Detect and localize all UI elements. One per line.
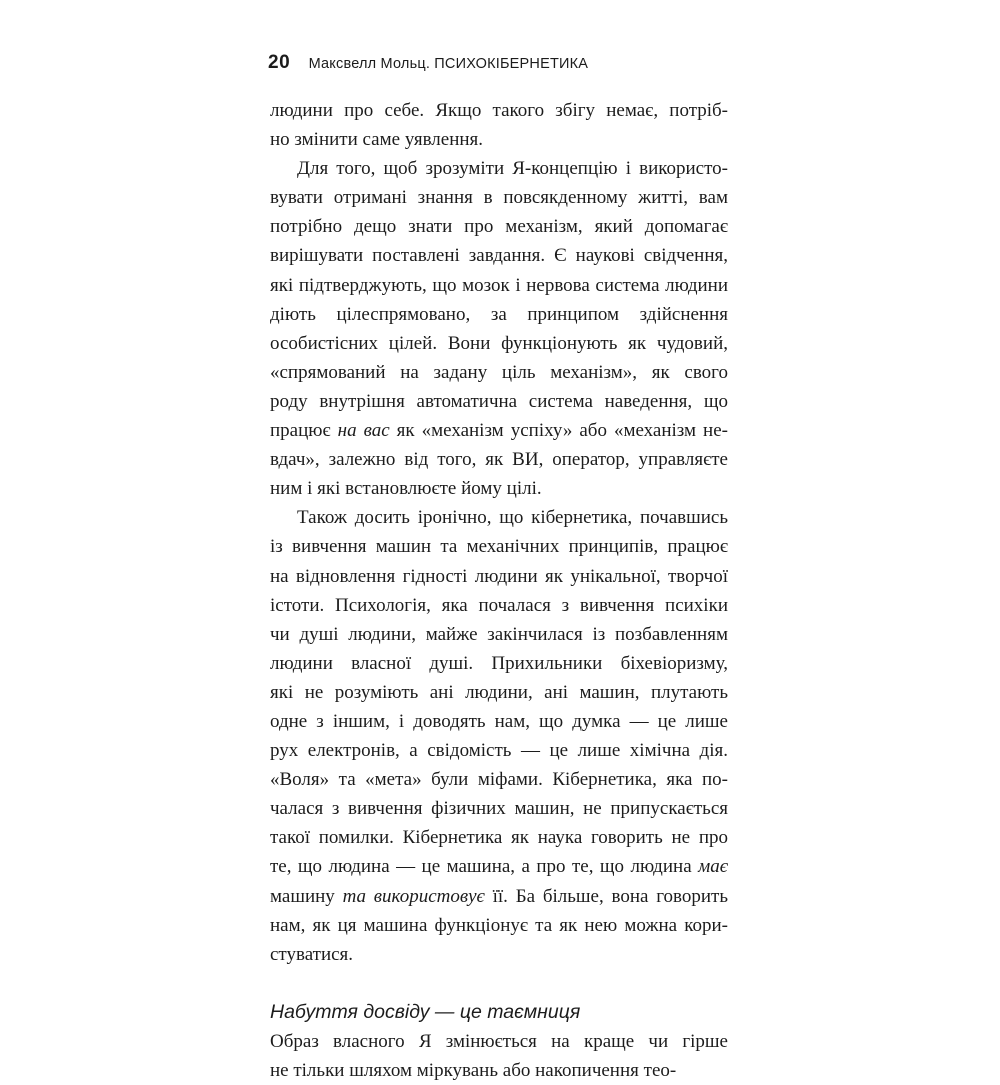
text-line bbox=[270, 591, 728, 620]
text-run: які підтверджують, що мозок і нервова система людини bbox=[270, 274, 728, 296]
text-run: Також досить іронічно, що кібернетика, почавшись bbox=[297, 507, 728, 529]
text-line bbox=[270, 794, 728, 823]
italic-text: має bbox=[698, 856, 728, 878]
page-body bbox=[270, 96, 728, 1085]
paragraph bbox=[270, 154, 728, 503]
text-line bbox=[270, 183, 728, 212]
text-run: чи душі людини, майже закінчилася із позбавленням bbox=[270, 623, 728, 645]
text-line bbox=[270, 532, 728, 561]
text-line bbox=[270, 911, 728, 940]
section-gap bbox=[270, 969, 728, 998]
running-header bbox=[268, 52, 588, 74]
italic-text: та використовує bbox=[342, 885, 485, 907]
text-run: те, що людина — це машина, а про те, що людина bbox=[270, 856, 699, 878]
text-run: роду внутрішня автоматична система наведення, що bbox=[270, 390, 728, 412]
text-line bbox=[270, 241, 728, 270]
section-heading: Набуття досвіду — це таємниця bbox=[270, 1000, 581, 1023]
text-run: на відновлення гідності людини як унікальної, творчої bbox=[270, 565, 728, 587]
text-line bbox=[270, 445, 728, 474]
text-run: но змінити саме уявлення. bbox=[270, 129, 484, 151]
text-line bbox=[270, 707, 728, 736]
text-line bbox=[270, 154, 728, 183]
text-run: вирішувати поставлені завдання. Є наукові свідчення, bbox=[270, 245, 728, 267]
text-run: працює bbox=[270, 420, 338, 442]
text-line bbox=[270, 474, 728, 503]
text-run: які не розуміють ані людини, ані машин, плутають bbox=[270, 681, 728, 703]
text-line bbox=[270, 96, 728, 125]
text-line bbox=[270, 329, 728, 358]
paragraph bbox=[270, 96, 728, 154]
text-line bbox=[270, 823, 728, 852]
text-line bbox=[270, 882, 728, 911]
text-line bbox=[270, 736, 728, 765]
text-line bbox=[270, 503, 728, 532]
text-run: машину bbox=[270, 885, 343, 907]
paragraph bbox=[270, 503, 728, 969]
text-run: Для того, щоб зрозуміти Я-концепцію і використо- bbox=[297, 158, 728, 180]
text-run: нам, як ця машина функціонує та як нею можна кори- bbox=[270, 914, 728, 936]
text-run: вувати отримані знання в повсякденному житті, вам bbox=[270, 187, 728, 209]
text-line bbox=[270, 300, 728, 329]
text-run: чалася з вивчення фізичних машин, не припускається bbox=[270, 798, 728, 820]
text-run: «спрямований на задану ціль механізм», як свого bbox=[270, 361, 728, 383]
text-run: її. Ба більше, вона говорить bbox=[484, 885, 729, 907]
running-head-title: Максвелл Мольц. ПСИХОКІБЕРНЕТИКА bbox=[308, 56, 589, 72]
text-line bbox=[270, 387, 728, 416]
text-run: одне з іншим, і доводять нам, що думка — це лише bbox=[270, 710, 728, 732]
text-line bbox=[270, 940, 728, 969]
text-line bbox=[270, 125, 728, 154]
text-run: «Воля» та «мета» були міфами. Кібернетика, яка по- bbox=[270, 769, 728, 791]
text-run: Образ власного Я змінюється на краще чи гірше bbox=[270, 1030, 728, 1052]
text-run: ним і які встановлюєте йому цілі. bbox=[270, 478, 542, 500]
text-run: не тільки шляхом міркувань або накопичення тео- bbox=[270, 1060, 677, 1081]
text-run: як «механізм успіху» або «механізм не- bbox=[389, 420, 728, 442]
text-line bbox=[270, 358, 728, 387]
paragraph bbox=[270, 1027, 728, 1085]
text-line bbox=[270, 1056, 728, 1085]
text-line bbox=[270, 562, 728, 591]
text-line bbox=[270, 649, 728, 678]
italic-text: на вас bbox=[337, 420, 390, 442]
text-line bbox=[270, 271, 728, 300]
text-line bbox=[270, 1027, 728, 1056]
page-number: 20 bbox=[268, 52, 291, 73]
text-run: людини про себе. Якщо такого збігу немає, потріб- bbox=[270, 100, 728, 121]
text-run: людини власної душі. Прихильники біхевіоризму, bbox=[270, 652, 728, 674]
text-line bbox=[270, 852, 728, 881]
text-run: істоти. Психологія, яка почалася з вивчення психіки bbox=[270, 594, 728, 616]
text-run: із вивчення машин та механічних принципів, працює bbox=[270, 536, 728, 558]
text-line bbox=[270, 620, 728, 649]
text-run: потрібно дещо знати про механізм, який допомагає bbox=[270, 216, 728, 238]
text-run: особистісних цілей. Вони функціонують як чудовий, bbox=[270, 332, 728, 354]
text-run: вдач», залежно від того, як ВИ, оператор, управляєте bbox=[270, 449, 728, 471]
text-run: діють цілеспрямовано, за принципом здійснення bbox=[270, 303, 728, 325]
text-line bbox=[270, 416, 728, 445]
text-run: стуватися. bbox=[270, 943, 354, 965]
text-line bbox=[270, 678, 728, 707]
text-run: такої помилки. Кібернетика як наука говорить не про bbox=[270, 827, 728, 849]
text-run: рух електронів, а свідомість — це лише хімічна дія. bbox=[270, 740, 728, 762]
text-line bbox=[270, 765, 728, 794]
text-line bbox=[270, 212, 728, 241]
